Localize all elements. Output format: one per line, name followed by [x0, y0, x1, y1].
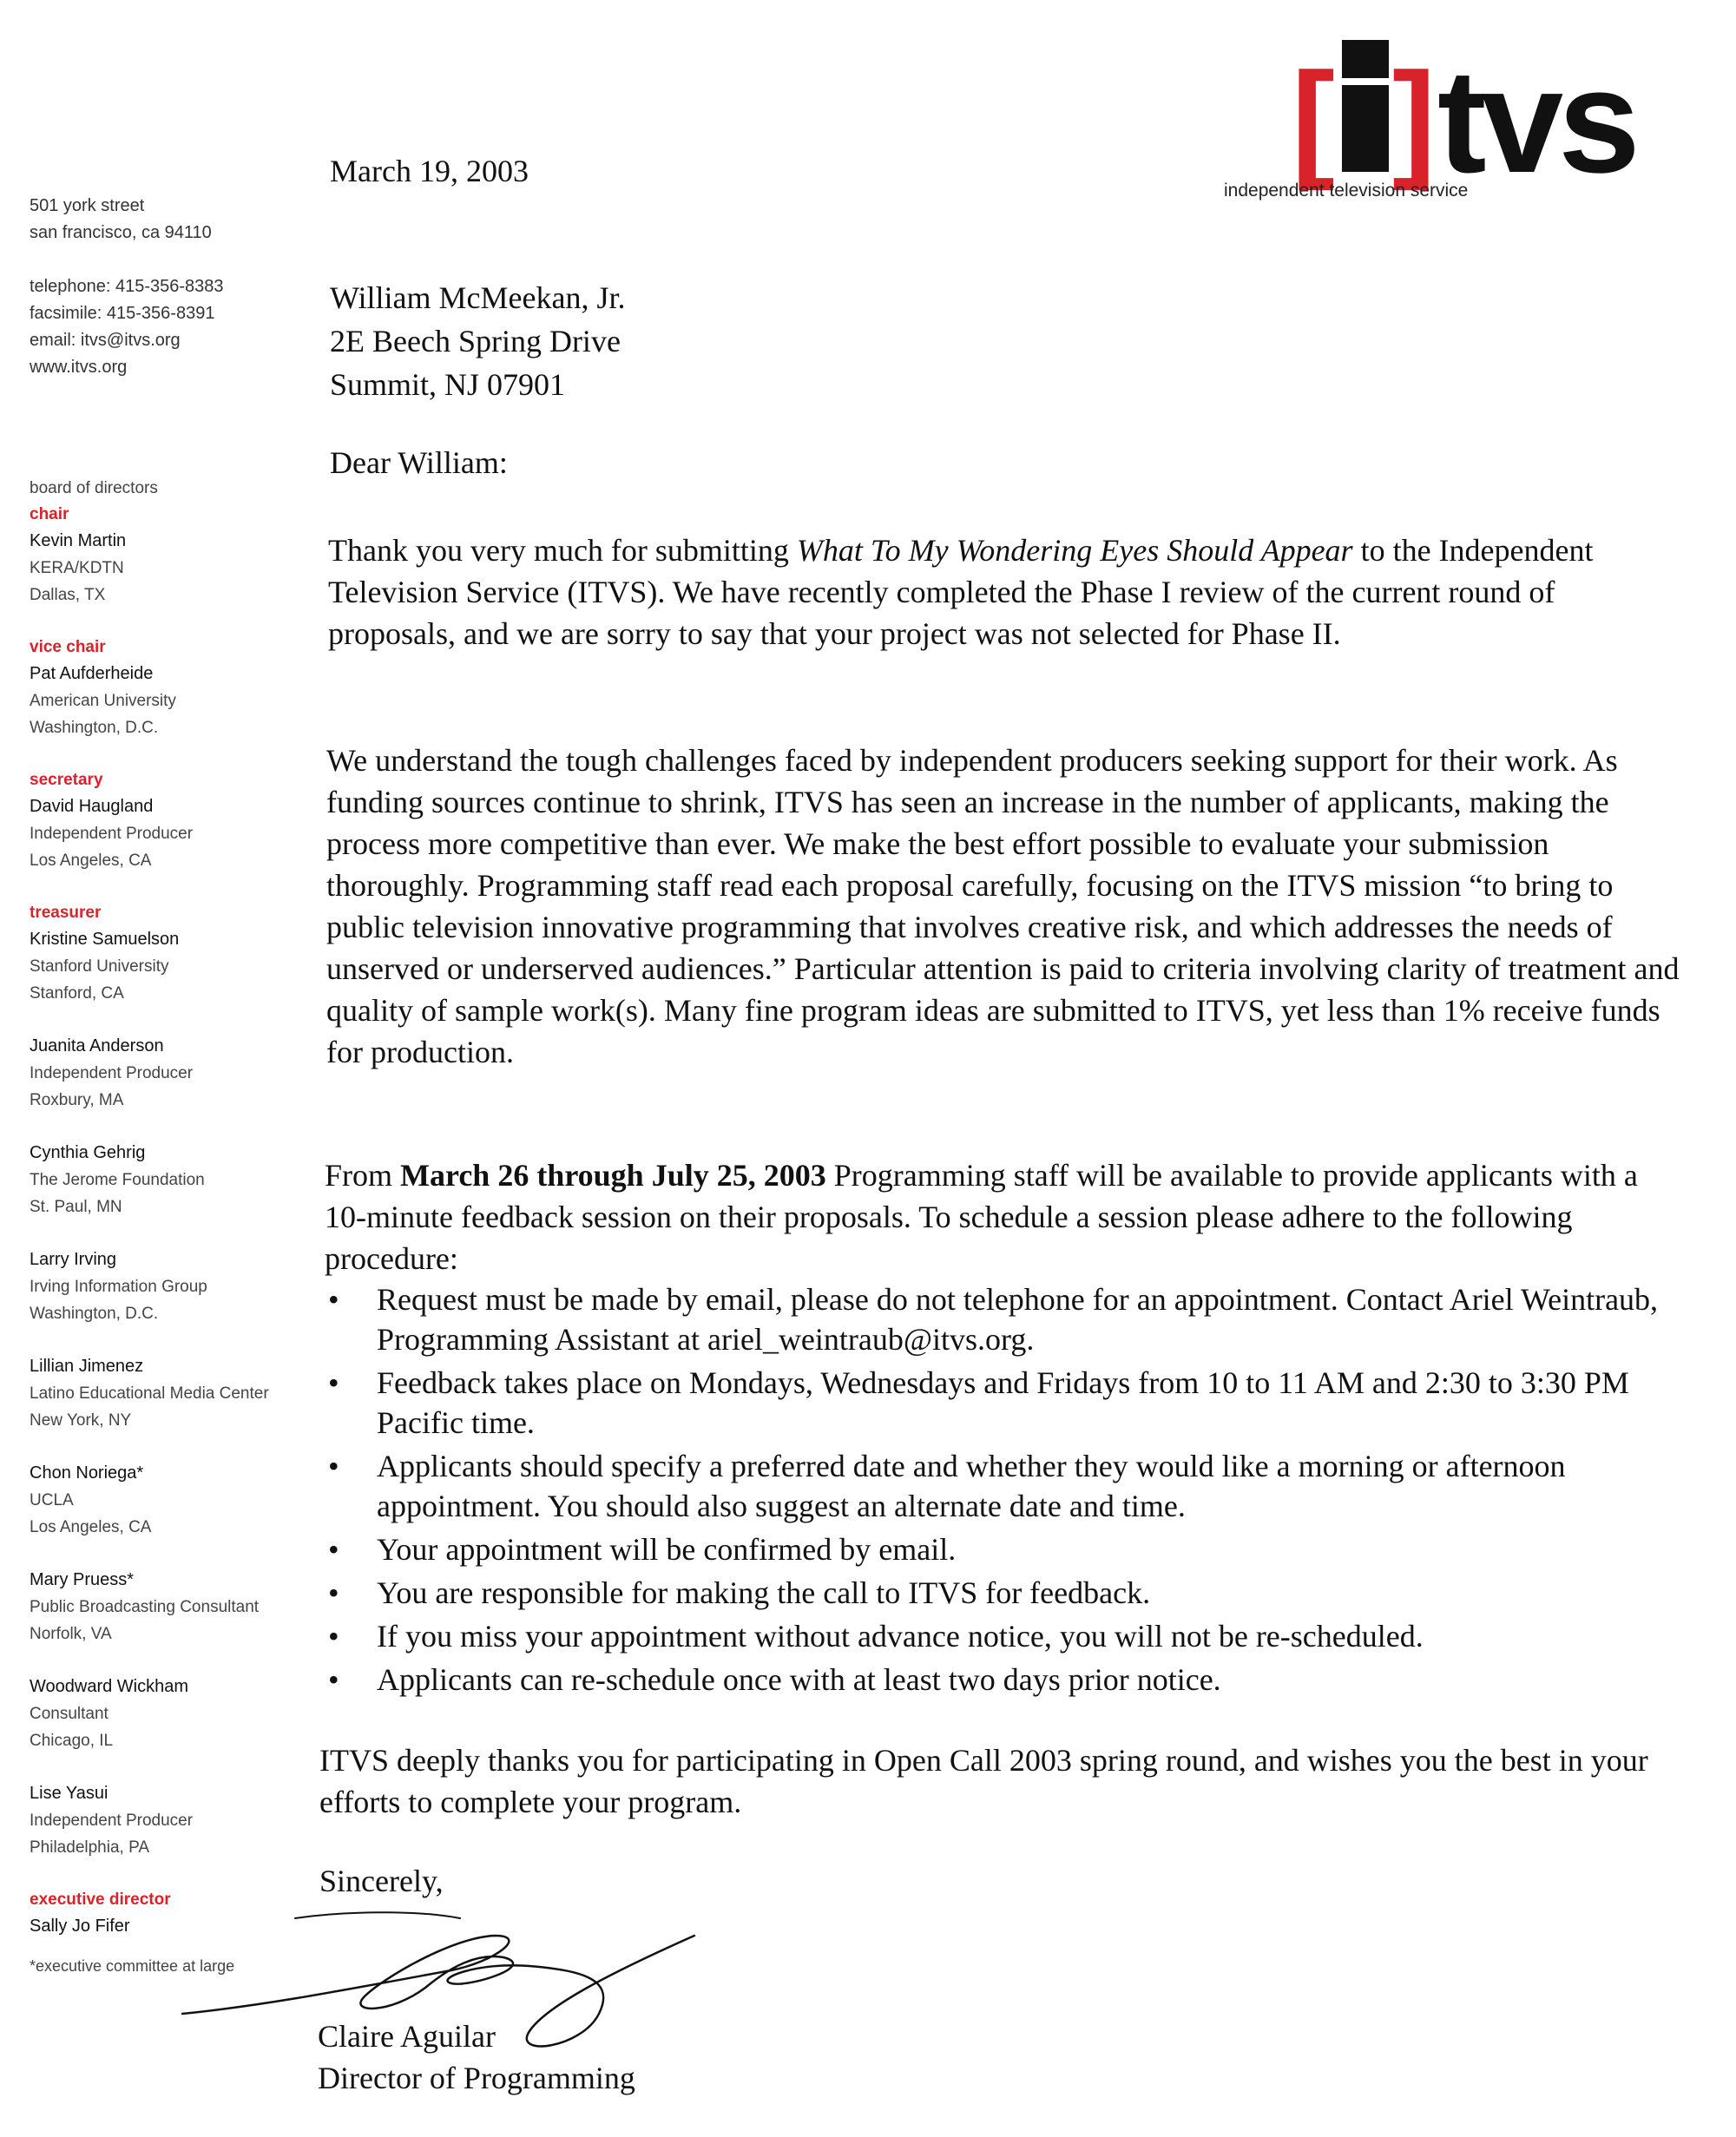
- recipient-address: [330, 276, 625, 406]
- logo-bracket-right: ]: [1392, 45, 1436, 191]
- board-affiliation: Independent Producer: [30, 1812, 194, 1830]
- paragraph-3-intro: From: [325, 1158, 401, 1193]
- list-item-text: Applicants should specify a preferred date and whether they would like a morning or afternoon appointment. You should also suggest an alternate date and time.: [377, 1449, 1566, 1523]
- board-location: St. Paul, MN: [30, 1198, 122, 1216]
- list-item-text: If you miss your appointment without advance notice, you will not be re-scheduled.: [377, 1619, 1424, 1654]
- board-location: Dallas, TX: [30, 586, 106, 604]
- list-item: [323, 1446, 1677, 1526]
- bullet-icon: •: [328, 1282, 339, 1317]
- board-name: Cynthia Gehrig: [30, 1143, 146, 1162]
- paragraph-4: ITVS deeply thanks you for participating in Open Call 2003 spring round, and wishes you the best in your efforts to complete your program.: [319, 1743, 1648, 1819]
- board-affiliation: Consultant: [30, 1705, 108, 1723]
- board-heading: board of directors: [30, 479, 158, 497]
- paragraph-1-rest: to the Independent Television Service (ITVS). We have recently completed the Phase I review of the current round of proposals, and we are sorry to say that your project was not selected for Phase II.: [328, 533, 1594, 651]
- logo-tvs: tvs: [1437, 39, 1635, 204]
- board-location: Roxbury, MA: [30, 1091, 124, 1109]
- board-affiliation: KERA/KDTN: [30, 559, 124, 577]
- list-item: [323, 1529, 1677, 1569]
- paragraph-1-intro: Thank you very much for submitting: [328, 533, 797, 568]
- board-affiliation: The Jerome Foundation: [30, 1171, 205, 1189]
- board-name: Sally Jo Fifer: [30, 1917, 130, 1936]
- contact-facsimile: facsimile: 415-356-8391: [30, 304, 215, 323]
- board-affiliation: Irving Information Group: [30, 1278, 207, 1296]
- list-item: [323, 1573, 1677, 1613]
- board-name: Woodward Wickham: [30, 1677, 189, 1696]
- board-of-directors: [30, 476, 325, 1976]
- board-role: chair: [30, 505, 69, 523]
- bullet-icon: •: [328, 1662, 339, 1697]
- list-item-text: Request must be made by email, please do not telephone for an appointment. Contact Ariel Weintraub, Programming Assistant at ariel_weintraub@itvs.org.: [377, 1282, 1659, 1357]
- board-affiliation: UCLA: [30, 1491, 74, 1509]
- board-name: Lillian Jimenez: [30, 1357, 144, 1376]
- board-affiliation: Latino Educational Media Center: [30, 1384, 269, 1403]
- list-item: [323, 1279, 1677, 1359]
- board-location: Washington, D.C.: [30, 719, 159, 737]
- board-name: Kevin Martin: [30, 531, 127, 550]
- board-member: [30, 767, 325, 874]
- logo-i-stem: [1342, 85, 1389, 172]
- closing: Sincerely,: [319, 1864, 444, 1898]
- board-name: Chon Noriega*: [30, 1463, 144, 1483]
- board-member: [30, 635, 325, 741]
- board-member: [30, 502, 325, 608]
- recipient-city: Summit, NJ 07901: [330, 367, 566, 402]
- list-item: [323, 1660, 1677, 1700]
- board-location: Chicago, IL: [30, 1732, 114, 1750]
- board-member: [30, 1140, 325, 1220]
- board-location: New York, NY: [30, 1411, 132, 1430]
- bullet-icon: •: [328, 1575, 339, 1610]
- board-member: [30, 1246, 325, 1327]
- board-affiliation: Public Broadcasting Consultant: [30, 1598, 260, 1616]
- board-name: Juanita Anderson: [30, 1036, 164, 1055]
- list-item-text: You are responsible for making the call to ITVS for feedback.: [377, 1575, 1151, 1610]
- board-member: [30, 1033, 325, 1114]
- feedback-dates: March 26 through July 25, 2003: [400, 1158, 826, 1193]
- bullet-icon: •: [328, 1619, 339, 1654]
- board-name: Lise Yasui: [30, 1784, 108, 1803]
- salutation: Dear William:: [330, 445, 508, 480]
- board-name: David Haugland: [30, 797, 154, 816]
- bullet-icon: •: [328, 1449, 339, 1483]
- logo-tagline: independent television service: [1224, 181, 1469, 201]
- board-name: Pat Aufderheide: [30, 664, 154, 683]
- board-name: Mary Pruess*: [30, 1570, 135, 1589]
- contact-email[interactable]: email: itvs@itvs.org: [30, 331, 181, 350]
- board-member: [30, 1353, 325, 1434]
- board-affiliation: American University: [30, 692, 176, 710]
- board-location: Philadelphia, PA: [30, 1838, 150, 1857]
- list-item: [323, 1616, 1677, 1656]
- letter-date: March 19, 2003: [330, 154, 529, 188]
- recipient-street: 2E Beech Spring Drive: [330, 324, 621, 358]
- list-item-text: Feedback takes place on Mondays, Wednesdays and Fridays from 10 to 11 AM and 2:30 to 3:30 PM Pacific time.: [377, 1365, 1629, 1440]
- board-role: vice chair: [30, 638, 106, 656]
- board-role: secretary: [30, 771, 103, 789]
- list-item-text: Your appointment will be confirmed by email.: [377, 1532, 957, 1567]
- board-affiliation: Stanford University: [30, 957, 169, 976]
- paragraph-2: We understand the tough challenges faced by independent producers seeking support for their work. As funding sources continue to shrink, ITVS has seen an increase in the number of applicants, making the process more competitive than ever. We make the best effort possible to evaluate your submission thoroughly. Programming staff read each proposal carefully, focusing on the ITVS mission “to bring to public television innovative programming that involves creative risk, and which addresses the needs of unserved or underserved audiences.” Particular attention is paid to criteria involving clarity of treatment and quality of sample work(s). Many fine program ideas are submitted to ITVS, yet less than 1% receive funds for production.: [326, 743, 1680, 1069]
- board-affiliation: Independent Producer: [30, 825, 194, 843]
- board-member: [30, 900, 325, 1007]
- procedure-list: [323, 1279, 1677, 1703]
- board-footnote: *executive committee at large: [30, 1957, 235, 1975]
- list-item-text: Applicants can re-schedule once with at least two days prior notice.: [377, 1662, 1221, 1697]
- project-title: What To My Wondering Eyes Should Appear: [796, 533, 1353, 568]
- board-member: [30, 1673, 325, 1754]
- board-location: Washington, D.C.: [30, 1305, 159, 1323]
- board-location: Norfolk, VA: [30, 1625, 112, 1643]
- signer-title: Director of Programming: [318, 2061, 635, 2095]
- board-role: treasurer: [30, 904, 102, 922]
- board-name: Kristine Samuelson: [30, 930, 180, 949]
- contact-web[interactable]: www.itvs.org: [30, 358, 128, 377]
- contact-street: 501 york street: [30, 196, 145, 215]
- signer-block: [318, 2015, 635, 2099]
- board-member: [30, 1460, 325, 1541]
- board-location: Los Angeles, CA: [30, 852, 152, 870]
- board-affiliation: Independent Producer: [30, 1064, 194, 1082]
- paragraph-3: [325, 1154, 1679, 1279]
- board-role: executive director: [30, 1890, 171, 1909]
- logo-bracket-left: [: [1292, 45, 1335, 191]
- board-member: [30, 1780, 325, 1861]
- contact-city: san francisco, ca 94110: [30, 223, 212, 242]
- signer-name: Claire Aguilar: [318, 2019, 496, 2054]
- board-name: Larry Irving: [30, 1250, 117, 1269]
- logo-i-dot: [1342, 40, 1389, 78]
- board-member: [30, 1567, 325, 1647]
- contact-telephone: telephone: 415-356-8383: [30, 277, 224, 296]
- contact-block: [30, 193, 325, 381]
- paragraph-3-rest: Programming staff will be available to provide applicants with a 10-minute feedback session on their proposals. To schedule a session please adhere to the following procedure:: [325, 1158, 1638, 1276]
- recipient-name: William McMeekan, Jr.: [330, 280, 626, 315]
- bullet-icon: •: [328, 1365, 339, 1400]
- board-location: Stanford, CA: [30, 984, 124, 1003]
- bullet-icon: •: [328, 1532, 339, 1567]
- list-item: [323, 1363, 1677, 1443]
- board-location: Los Angeles, CA: [30, 1518, 152, 1536]
- paragraph-1: [328, 529, 1665, 654]
